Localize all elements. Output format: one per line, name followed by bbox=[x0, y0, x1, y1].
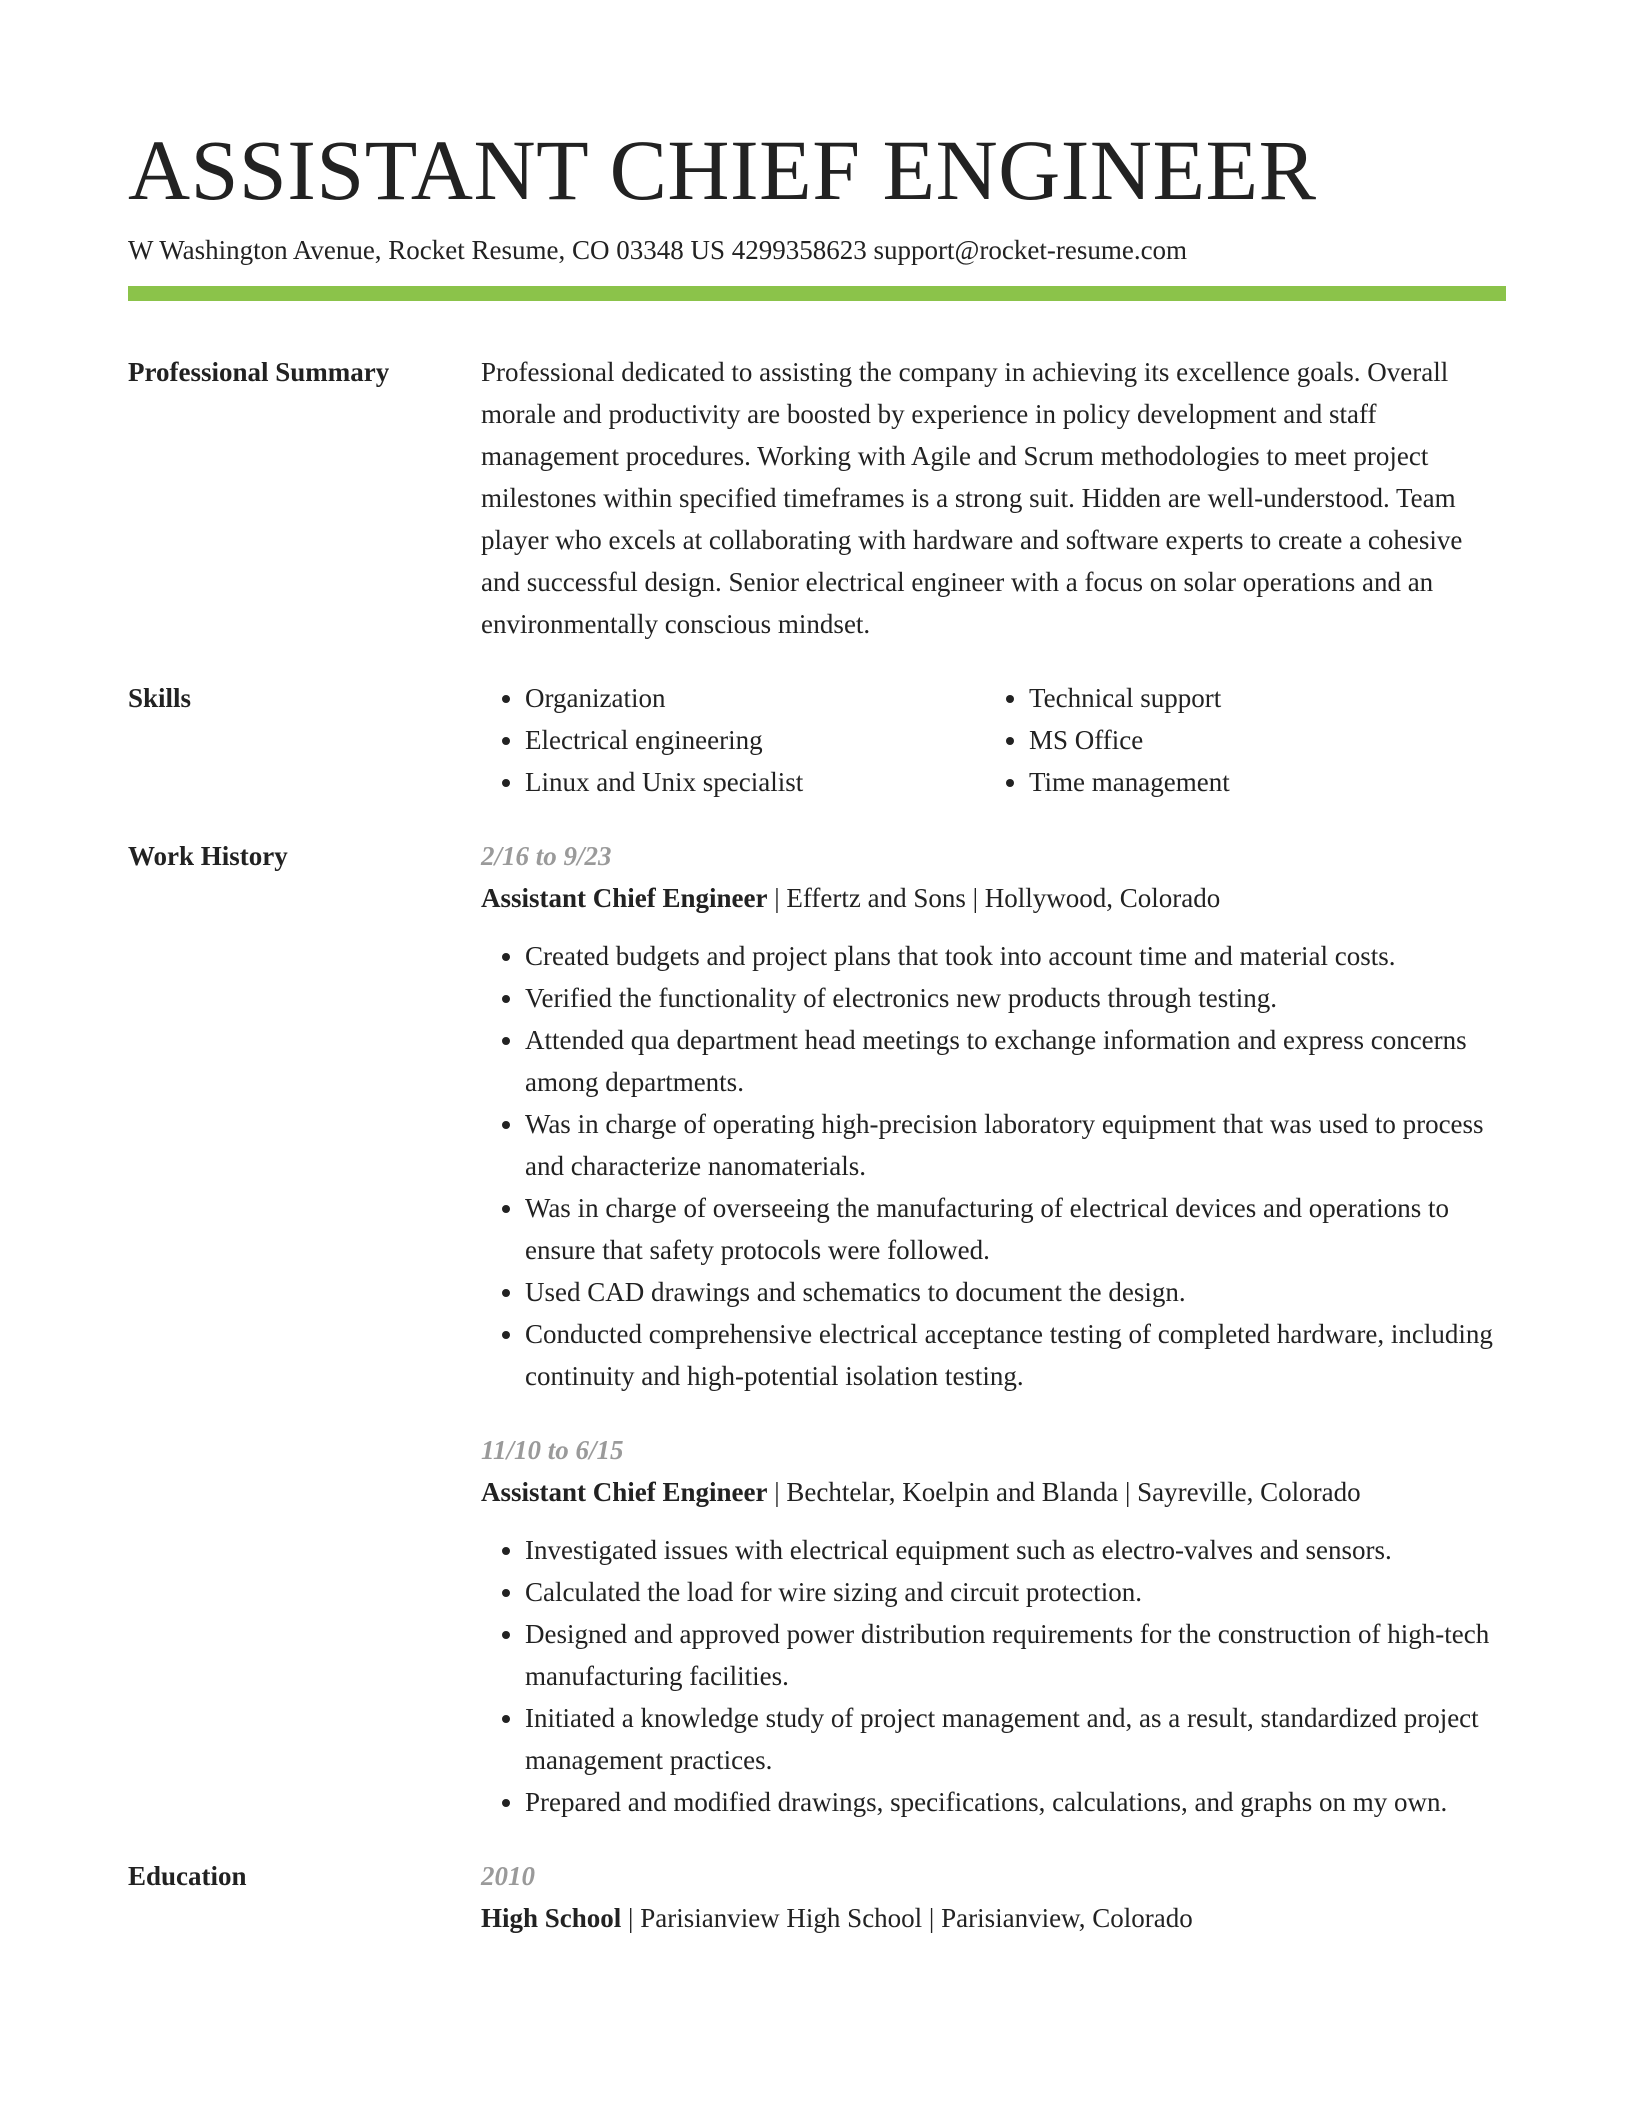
skill-item: • Time management bbox=[1029, 761, 1489, 803]
education-date: 2010 bbox=[481, 1861, 535, 1891]
education-details: | Parisianview High School | Parisianview, Colorado bbox=[621, 1903, 1193, 1933]
skills-grid bbox=[481, 677, 1506, 803]
skills-column-right bbox=[985, 677, 1489, 803]
section-label: Education bbox=[128, 1861, 247, 1891]
job-employer-details: | Effertz and Sons | Hollywood, Colorado bbox=[767, 883, 1221, 913]
skill-item: • Organization bbox=[525, 677, 985, 719]
skill-item: • MS Office bbox=[1029, 719, 1489, 761]
job-bullet: • Was in charge of operating high-precision laboratory equipment that was used to process and characterize nanomaterials. bbox=[525, 1103, 1506, 1187]
job-bullet: • Designed and approved power distribution requirements for the construction of high-tech manufacturing facilities. bbox=[525, 1613, 1506, 1697]
section-education bbox=[128, 1855, 1506, 1939]
section-label: Work History bbox=[128, 841, 288, 871]
education-line bbox=[481, 1897, 1506, 1939]
section-work-history bbox=[128, 835, 1506, 1823]
job-bullet: • Conducted comprehensive electrical acceptance testing of completed hardware, including continuity and high-potential isolation testing. bbox=[525, 1313, 1506, 1397]
job-bullet: • Attended qua department head meetings to exchange information and express concerns among departments. bbox=[525, 1019, 1506, 1103]
section-professional-summary bbox=[128, 351, 1506, 645]
education-body bbox=[481, 1855, 1506, 1939]
job-entry bbox=[481, 835, 1506, 1397]
skill-item: • Technical support bbox=[1029, 677, 1489, 719]
skills-body bbox=[481, 677, 1506, 803]
job-bullets bbox=[481, 1529, 1506, 1823]
education-degree: High School bbox=[481, 1903, 622, 1933]
job-bullet: • Used CAD drawings and schematics to document the design. bbox=[525, 1271, 1506, 1313]
resume-name-heading: ASSISTANT CHIEF ENGINEER bbox=[128, 122, 1317, 218]
job-date: 2/16 to 9/23 bbox=[481, 841, 612, 871]
contact-line: W Washington Avenue, Rocket Resume, CO 03348 US 4299358623 support@rocket-resume.com bbox=[128, 235, 1188, 265]
job-bullet: • Investigated issues with electrical equipment such as electro-valves and sensors. bbox=[525, 1529, 1506, 1571]
work-body bbox=[481, 835, 1506, 1823]
job-bullet: • Was in charge of overseeing the manufacturing of electrical devices and operations to ensure that safety protocols were followed. bbox=[525, 1187, 1506, 1271]
job-bullet: • Initiated a knowledge study of project management and, as a result, standardized project management practices. bbox=[525, 1697, 1506, 1781]
header-divider bbox=[128, 286, 1506, 301]
job-entry bbox=[481, 1429, 1506, 1823]
skill-item: • Linux and Unix specialist bbox=[525, 761, 985, 803]
job-employer-details: | Bechtelar, Koelpin and Blanda | Sayreville, Colorado bbox=[767, 1477, 1361, 1507]
job-role-line bbox=[481, 1471, 1506, 1513]
section-label: Professional Summary bbox=[128, 357, 390, 387]
job-title: Assistant Chief Engineer bbox=[481, 883, 768, 913]
job-bullet: • Verified the functionality of electronics new products through testing. bbox=[525, 977, 1506, 1019]
summary-text: Professional dedicated to assisting the company in achieving its excellence goals. Overall morale and productivity are boosted by experience in policy development and staff management procedures. Working with Agile and Scrum methodologies to meet project milestones within specified timeframes is a strong suit. Hidden are well-understood. Team player who excels at collaborating with hardware and software experts to create a cohesive and successful design. Senior electrical engineer with a focus on solar operations and an environmentally conscious mindset. bbox=[481, 357, 1463, 639]
job-bullet: • Prepared and modified drawings, specifications, calculations, and graphs on my own. bbox=[525, 1781, 1506, 1823]
section-skills bbox=[128, 677, 1506, 803]
job-bullet: • Calculated the load for wire sizing and circuit protection. bbox=[525, 1571, 1506, 1613]
resume-page bbox=[128, 116, 1506, 1939]
job-date: 11/10 to 6/15 bbox=[481, 1435, 624, 1465]
skill-item: • Electrical engineering bbox=[525, 719, 985, 761]
job-role-line bbox=[481, 877, 1506, 919]
job-bullet: • Created budgets and project plans that took into account time and material costs. bbox=[525, 935, 1506, 977]
skills-column-left bbox=[481, 677, 985, 803]
section-label: Skills bbox=[128, 683, 192, 713]
job-title: Assistant Chief Engineer bbox=[481, 1477, 768, 1507]
job-bullets bbox=[481, 935, 1506, 1397]
